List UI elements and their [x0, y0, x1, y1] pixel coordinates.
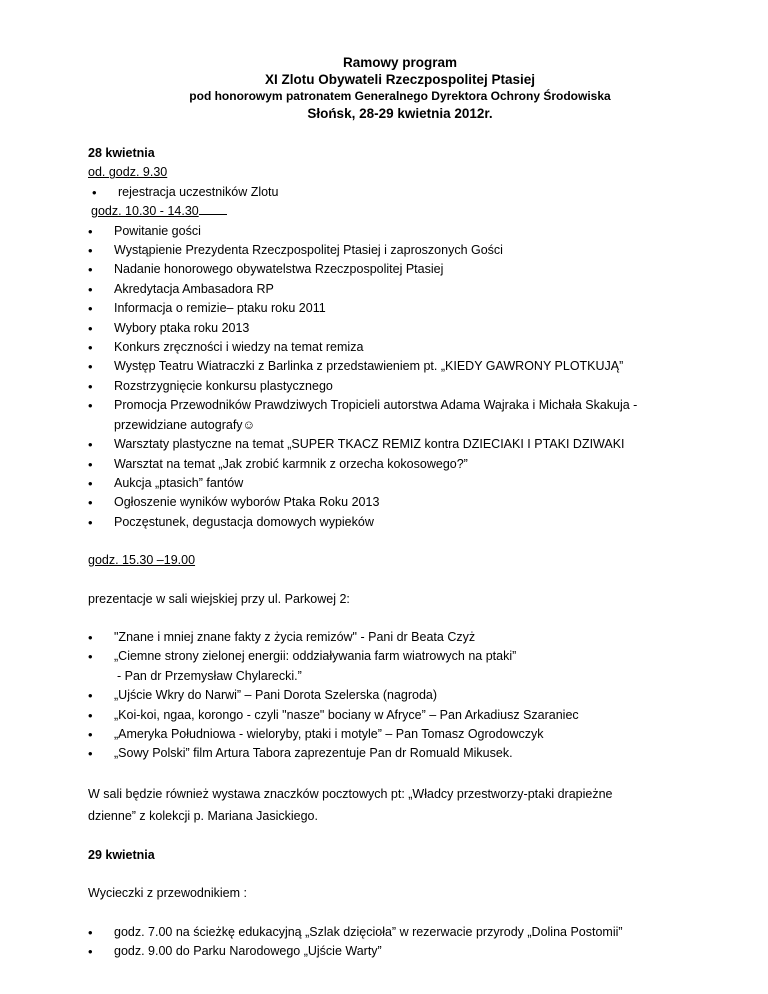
list-item-promo	[88, 396, 688, 435]
day2-date: 29 kwietnia	[88, 847, 155, 862]
day1-date: 28 kwietnia	[88, 146, 155, 160]
list-item: • Akredytacja Ambasadora RP	[88, 280, 688, 299]
place-date-line: Słońsk, 28-29 kwietnia 2012r.	[307, 106, 493, 121]
presentations-intro: prezentacje w sali wiejskiej przy ul. Parkowej 2:	[88, 591, 350, 606]
list-item: • „Sowy Polski” film Artura Tabora zaprezentuje Pan dr Romuald Mikusek.	[88, 744, 688, 763]
document-page	[88, 54, 688, 961]
document-title: Ramowy program	[342, 55, 458, 70]
list-item: • Aukcja „ptasich” fantów	[88, 474, 688, 493]
list-item: • Rozstrzygnięcie konkursu plastycznego	[88, 377, 688, 396]
day1-list1	[88, 183, 688, 202]
exhibition-line1: W sali będzie również wystawa znaczków pocztowych pt: „Władcy przestworzy-ptaki drapieżne	[88, 786, 613, 801]
event-name: XI Zlotu Obywateli Rzeczpospolitej Ptasiej	[264, 72, 536, 87]
list-item-presentation2	[88, 647, 688, 686]
promo-text: • Promocja Przewodników Prawdziwych Tropicieli autorstwa Adama Wajraka i Michała Skakuja -	[114, 398, 638, 413]
day1-time3: godz. 15.30 –19.00	[88, 553, 196, 568]
underline-tab	[199, 202, 227, 215]
list-item: • rejestracja uczestników Zlotu	[88, 183, 688, 202]
list-item: • Konkurs zręczności i wiedzy na temat remiza	[88, 338, 688, 357]
list-item: • Ogłoszenie wyników wyborów Ptaka Roku 2013	[88, 493, 688, 512]
day2-list	[88, 923, 688, 962]
patronage-line: pod honorowym patronatem Generalnego Dyrektora Ochrony Środowiska	[189, 89, 611, 103]
list-item: • Warsztaty plastyczne na temat „SUPER TKACZ REMIZ kontra DZIECIAKI I PTAKI DZIWAKI	[88, 435, 688, 454]
day1-time2: godz. 10.30 - 14.30	[91, 204, 199, 219]
list-item: • „Koi-koi, ngaa, korongo - czyli "nasze" bociany w Afryce” – Pan Arkadiusz Szaraniec	[88, 706, 688, 725]
day1-time1: od. godz. 9.30	[88, 165, 168, 180]
day1-list2	[88, 222, 688, 533]
day2-intro: Wycieczki z przewodnikiem :	[88, 886, 247, 901]
exhibition-line2: dzienne” z kolekcji p. Mariana Jasickiego.	[88, 808, 318, 823]
presentations-list	[88, 628, 688, 764]
list-item: • Informacja o remizie– ptaku roku 2011	[88, 299, 688, 318]
list-item: • Nadanie honorowego obywatelstwa Rzeczpospolitej Ptasiej	[88, 260, 688, 279]
presentation2-continuation: - Pan dr Przemysław Chylarecki.”	[117, 668, 302, 683]
list-item: • Występ Teatru Wiatraczki z Barlinka z przedstawieniem pt. „KIEDY GAWRONY PLOTKUJĄ”	[88, 357, 688, 376]
presentation2-title: • „Ciemne strony zielonej energii: oddziaływania farm wiatrowych na ptaki”	[114, 649, 517, 664]
list-item: • "Znane i mniej znane fakty z życia remizów" - Pani dr Beata Czyż	[88, 628, 688, 647]
list-item: • Powitanie gości	[88, 222, 688, 241]
list-item: • Poczęstunek, degustacja domowych wypieków	[88, 513, 688, 532]
list-item: • „Ujście Wkry do Narwi” – Pani Dorota Szelerska (nagroda)	[88, 686, 688, 705]
list-item: • Warsztat na temat „Jak zrobić karmnik z orzecha kokosowego?”	[88, 455, 688, 474]
list-item: • Wystąpienie Prezydenta Rzeczpospolitej Ptasiej i zaproszonych Gości	[88, 241, 688, 260]
list-item: • „Ameryka Południowa - wieloryby, ptaki i motyle” – Pan Tomasz Ogrodowczyk	[88, 725, 688, 744]
day1-time2-line	[88, 202, 688, 221]
list-item: • godz. 9.00 do Parku Narodowego „Ujście Warty”	[88, 942, 688, 961]
list-item: • godz. 7.00 na ścieżkę edukacyjną „Szlak dzięcioła” w rezerwacie przyrody „Dolina Postomii”	[88, 923, 688, 942]
promo-continuation: przewidziane autografy☺	[114, 417, 256, 432]
list-item: • Wybory ptaka roku 2013	[88, 319, 688, 338]
